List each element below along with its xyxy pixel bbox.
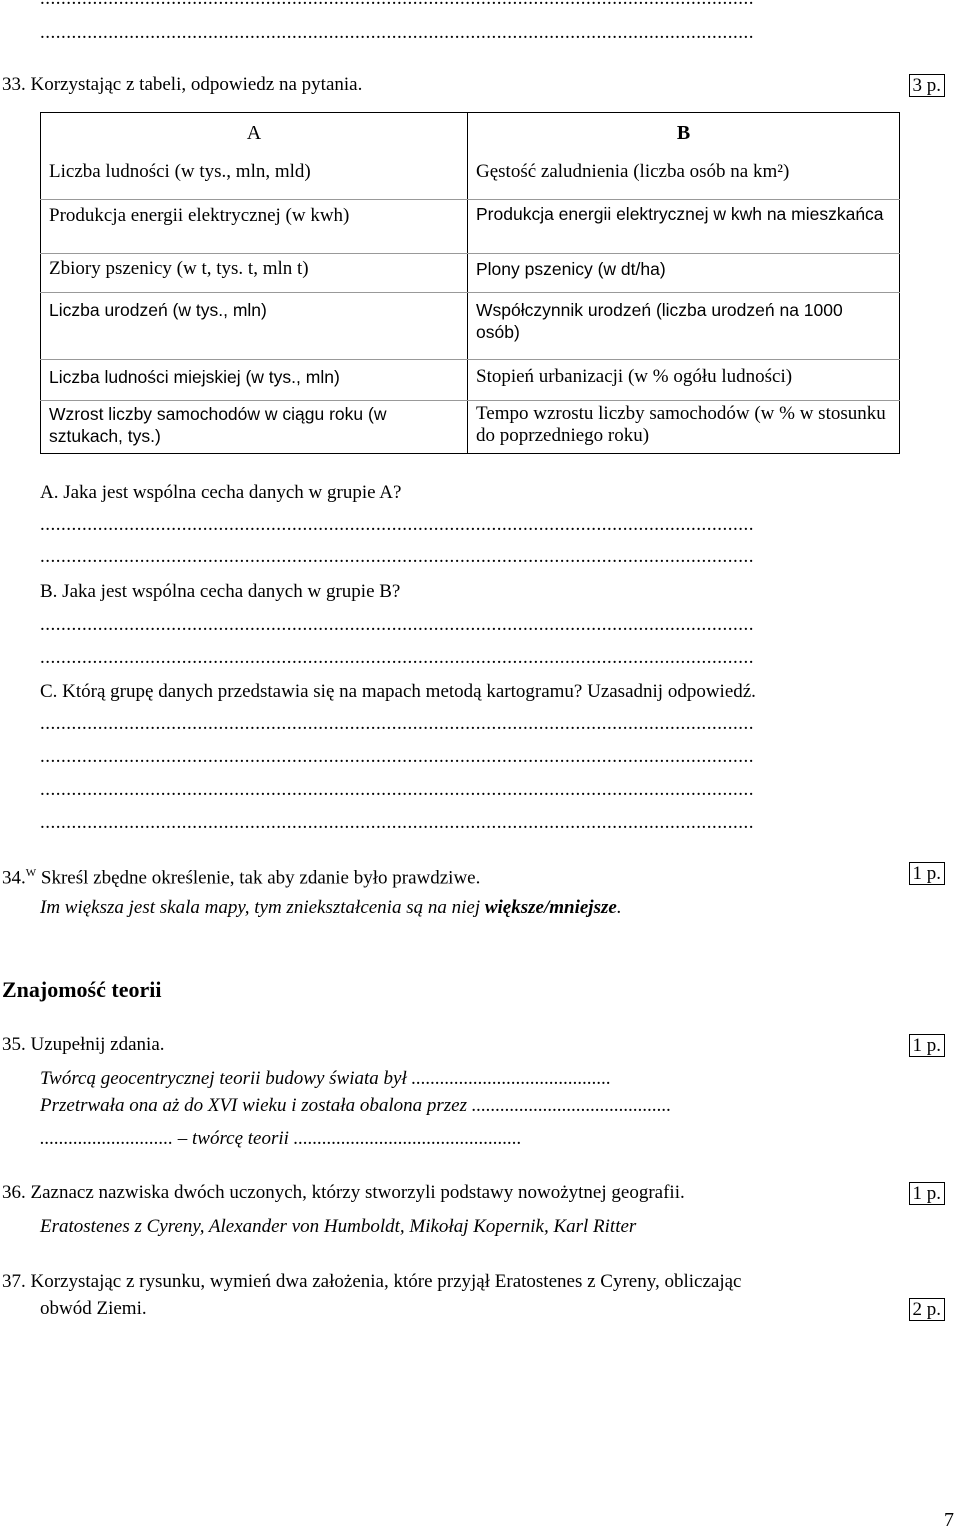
q33-table <box>40 112 900 454</box>
section-heading: Znajomość teorii <box>2 977 162 1002</box>
page-number: 7 <box>944 1509 954 1531</box>
answer-line: ........................................................................................................................................ <box>40 746 754 767</box>
table-cell-a: Produkcja energii elektrycznej (w kwh) <box>41 200 468 254</box>
answer-line: ........................................................................................................................................ <box>40 779 754 800</box>
col-b-header: B <box>468 113 900 154</box>
q34-superscript: W <box>25 867 37 879</box>
table-cell-b: Gęstość zaludnienia (liczba osób na km²) <box>468 153 900 200</box>
answer-line: ........................................................................................................................................ <box>40 514 754 535</box>
answer-line: ........................................................................................................................................ <box>40 22 754 43</box>
table-cell-a: Liczba ludności (w tys., mln, mld) <box>41 153 468 200</box>
answer-line: ........................................................................................................................................ <box>40 812 754 833</box>
q36-points: 1 p. <box>909 1182 946 1205</box>
q35-title: 35. Uzupełnij zdania. <box>2 1034 165 1055</box>
q36-names[interactable]: Eratostenes z Cyreny, Alexander von Humboldt, Mikołaj Kopernik, Karl Ritter <box>40 1216 637 1237</box>
answer-line: ........................................................................................................................................ <box>40 614 754 635</box>
q33-points: 3 p. <box>909 74 946 97</box>
table-cell-b: Współczynnik urodzeń (liczba urodzeń na 1000 osób) <box>468 293 900 360</box>
answer-line: ........................................................................................................................................ <box>40 713 754 734</box>
table-cell-b: Plony pszenicy (w dt/ha) <box>468 254 900 293</box>
q33-title: 33. Korzystając z tabeli, odpowiedz na pytania. <box>2 74 363 95</box>
table-cell-a: Zbiory pszenicy (w t, tys. t, mln t) <box>41 254 468 293</box>
q35-line: ............................ – twórcę teorii ................................................ <box>40 1128 522 1149</box>
answer-line: ........................................................................................................................................ <box>40 647 754 668</box>
answer-line <box>40 0 895 10</box>
q34-sentence-start: Im większa jest skala mapy, tym zniekształcenia są na niej <box>40 897 485 918</box>
q37-points: 2 p. <box>909 1298 946 1321</box>
q34-number: 34. <box>2 867 26 889</box>
q37-title-cont: obwód Ziemi. <box>40 1298 147 1319</box>
table-cell-a: Wzrost liczby samochodów w ciągu roku (w sztukach, tys.) <box>49 404 387 446</box>
table-cell-b: Stopień urbanizacji (w % ogółu ludności) <box>468 360 900 401</box>
q33-question-a: A. Jaka jest wspólna cecha danych w grupie A? <box>40 482 402 503</box>
q34-points: 1 p. <box>909 862 946 885</box>
q34-sentence <box>40 897 622 919</box>
q33-question-c: C. Którą grupę danych przedstawia się na mapach metodą kartogramu? Uzasadnij odpowiedź. <box>40 681 756 702</box>
table-cell-a: Liczba urodzeń (w tys., mln) <box>41 293 468 360</box>
q33-question-b: B. Jaka jest wspólna cecha danych w grupie B? <box>40 581 401 602</box>
q36-title: 36. Zaznacz nazwiska dwóch uczonych, którzy stworzyli podstawy nowożytnej geografii. <box>2 1182 685 1203</box>
table-cell-a: Liczba ludności miejskiej (w tys., mln) <box>41 360 468 401</box>
q35-line: Przetrwała ona aż do XVI wieku i została obalona przez .......................................... <box>40 1095 672 1116</box>
table-cell-b: Tempo wzrostu liczby samochodów (w % w stosunku do poprzedniego roku) <box>468 401 900 454</box>
col-a-header: A <box>246 122 262 144</box>
q34-title <box>2 862 480 889</box>
q35-line: Twórcą geocentrycznej teorii budowy świata był .......................................... <box>40 1068 612 1089</box>
q34-option-choice[interactable]: większe/mniejsze <box>484 897 617 918</box>
q34-instruction: Skreśl zbędne określenie, tak aby zdanie było prawdziwe. <box>40 867 481 889</box>
answer-line: ........................................................................................................................................ <box>40 546 754 567</box>
q34-sentence-end: . <box>616 897 622 918</box>
q35-points: 1 p. <box>909 1034 946 1057</box>
q37-title: 37. Korzystając z rysunku, wymień dwa założenia, które przyjął Eratostenes z Cyreny, obliczając <box>2 1271 742 1292</box>
table-cell-b: Produkcja energii elektrycznej w kwh na mieszkańca <box>468 200 900 254</box>
